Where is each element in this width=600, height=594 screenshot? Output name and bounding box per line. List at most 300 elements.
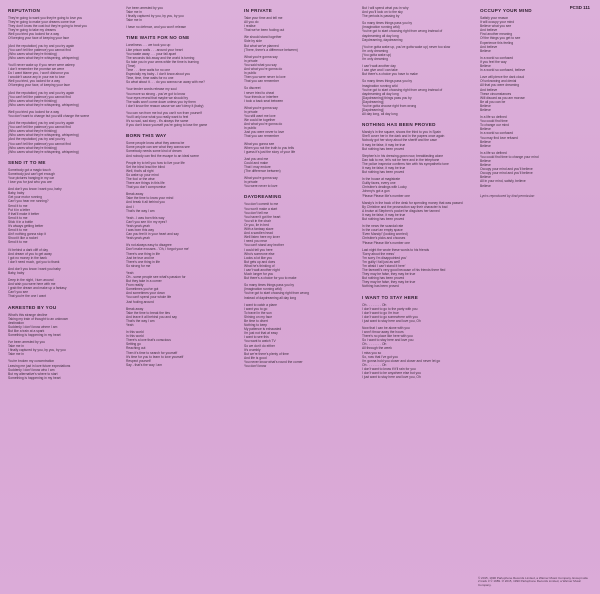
lyric-line: You waste away . . . your fall apart bbox=[126, 51, 177, 56]
lyric-line: There's one thing in life bbox=[126, 259, 160, 264]
lyric-line: You'll only lose what you really want to feel bbox=[126, 114, 189, 119]
lyric-line: Much longer for you bbox=[244, 272, 274, 277]
lyric-line: Just be true and be bbox=[126, 255, 155, 260]
song-title: SEND IT TO ME bbox=[8, 159, 46, 165]
song-block bbox=[362, 295, 474, 380]
lyric-line: Side by side bbox=[244, 39, 262, 44]
lyric-line: They're going to make your dreams come true bbox=[8, 20, 76, 25]
lyric-line: But there's a choice you have to make bbox=[362, 72, 418, 77]
lyric-line: Can't you see it in my eyes? bbox=[126, 219, 168, 224]
song-block bbox=[8, 8, 120, 154]
lyric-line: In a world so confused bbox=[480, 55, 513, 60]
lyric-line: 'I'm guilty I fail just as well' bbox=[362, 259, 401, 264]
lyric-line: That's the way I am bbox=[126, 208, 155, 213]
lyric-line: Now that I can be alone with you bbox=[362, 326, 410, 330]
lyric-line: And believe bbox=[480, 28, 498, 33]
lyric-line: Can't you see bbox=[8, 290, 29, 295]
lyric-line: What you're gonna say bbox=[244, 54, 278, 59]
lyric-lines bbox=[126, 43, 238, 127]
lyric-line: Say - that's the way I am bbox=[126, 362, 162, 367]
lyric-line: I don't want to know if it'll rain for you bbox=[362, 366, 416, 371]
lyric-line: In a world so confused, believe bbox=[480, 68, 526, 73]
song-title: I WANT TO STAY HERE bbox=[362, 294, 419, 300]
song-title: OCCUPY YOUR MIND bbox=[480, 8, 532, 13]
lyric-line: The seconds tick away and the world is turning bbox=[126, 55, 195, 60]
lyric-line: Reaching out bbox=[126, 346, 146, 351]
lyric-line: There's no place like here with you bbox=[362, 334, 413, 339]
lyric-line: Occupy your mind and you'll believe bbox=[480, 171, 533, 176]
lyric-line: Get your motor running bbox=[8, 195, 42, 200]
lyric-line: It may be false, it may be true bbox=[362, 212, 406, 217]
permission-note: Lyrics reproduced by kind permission bbox=[480, 193, 535, 198]
lyric-line: That you don't compromise bbox=[126, 185, 166, 190]
lyric-line: I was born this way bbox=[126, 228, 155, 233]
lyric-line: And life is good bbox=[244, 355, 267, 360]
song-title: DAYDREAMING bbox=[244, 194, 282, 200]
lyric-line: And sometimes your down bbox=[126, 291, 165, 296]
lyric-columns bbox=[8, 6, 592, 590]
lyric-line: We could be together bbox=[244, 118, 276, 123]
lyric-lines bbox=[8, 168, 120, 299]
lyric-line: I don't want to be anywhere else but you bbox=[362, 371, 421, 376]
lyric-line: Yeah-yeah-yeah bbox=[126, 223, 150, 228]
lyric-line: You're broken my concentration bbox=[8, 359, 55, 364]
lyric-line: What he's thinking of bbox=[244, 263, 275, 268]
lyric-line: Yeah - I was born this way bbox=[126, 215, 165, 220]
lyric-line: Last night the wrote these words to his friends bbox=[362, 247, 430, 252]
lyric-line: Stephen's in his dressing-gown now, breakfasting alone bbox=[362, 153, 444, 158]
lyric-line: Believe bbox=[480, 48, 491, 53]
lyric-line: And a swollen head bbox=[244, 231, 273, 236]
lyric-line: Find another meaning bbox=[480, 32, 513, 37]
lyric-line: I realise bbox=[244, 24, 256, 29]
lyric-line: Believe bbox=[480, 163, 491, 168]
lyric-line: So what about it . . . do you wanna run away with me? bbox=[126, 80, 205, 85]
lyric-line: [Daydreaming] bbox=[362, 108, 384, 113]
lyric-line: Of the things you get to see bbox=[480, 36, 521, 41]
lyric-line: Like prison walls . . . around your heart bbox=[126, 47, 183, 52]
lyric-line: I don't remember the promise we were bbox=[8, 67, 65, 72]
lyric-line: Well you tried you looked for a way bbox=[8, 109, 60, 114]
lyric-line: Of keeping your face of keeping your face bbox=[8, 36, 70, 41]
lyric-line: And believe bbox=[480, 44, 498, 49]
lyric-line: Your pictures hanging in my car bbox=[8, 176, 55, 180]
lyric-line: In private bbox=[244, 58, 258, 63]
song-block bbox=[126, 6, 238, 29]
lyric-line: Send it to me bbox=[8, 240, 28, 245]
lyric-line: So, now that I've got you bbox=[362, 354, 399, 359]
lyric-line: Just you were never to love bbox=[244, 130, 285, 135]
song-block bbox=[126, 133, 238, 367]
lyric-line: Take the time to break the ties bbox=[126, 310, 170, 315]
lyric-line: It's time for you to learn to love yourself bbox=[126, 354, 184, 359]
lyric-line: I've been arrested by you bbox=[126, 6, 163, 10]
lyric-line: It's always getting better bbox=[8, 224, 44, 229]
lyric-line: Shoot it like a rocket bbox=[8, 236, 38, 241]
lyric-line: Time . . . time waits for no one bbox=[126, 68, 171, 73]
lyric-line: destination bbox=[8, 320, 24, 325]
lyric-line: Well, that's all right bbox=[126, 168, 154, 173]
lyric-line: If that'll make it better bbox=[8, 211, 40, 216]
lyric-line: Some people can see what they wanna see bbox=[126, 145, 190, 150]
lyric-line: Time, time, time waits for no one bbox=[126, 76, 174, 81]
lyric-lines bbox=[8, 16, 120, 154]
lyric-line: Deep in the night, I turn around bbox=[8, 278, 54, 283]
lyric-line: And what you're gonna do bbox=[244, 67, 283, 72]
lyric-line: All you do bbox=[244, 20, 259, 25]
lyric-line: Then you were never to love bbox=[244, 75, 286, 80]
lyric-line: Can't you hear me running? bbox=[8, 199, 49, 204]
lyric-line: But my alternative's where to start bbox=[8, 371, 58, 376]
lyric-line: You can run from me but you can't run from yourself bbox=[126, 110, 202, 115]
song-title: TIME WAITS FOR NO ONE bbox=[126, 35, 190, 41]
lyric-line: Johnny's got a gun bbox=[362, 189, 390, 194]
catalog-number: PCSD 111 bbox=[569, 5, 590, 10]
song-block bbox=[8, 305, 120, 380]
lyric-line: Take me in bbox=[8, 344, 24, 349]
lyric-line: Setting go bbox=[126, 342, 141, 347]
lyric-line: Break away bbox=[126, 306, 144, 311]
lyric-line: (Who cares what they're whispering, whispering) bbox=[8, 55, 79, 60]
lyric-line: Especially my baby - I don't know about you bbox=[126, 72, 191, 77]
lyric-line: That you can remember bbox=[244, 134, 279, 139]
lyric-line: But we're there's plenty of time bbox=[244, 351, 289, 356]
lyric-line: Ain't nothing gonna stop it bbox=[8, 232, 46, 237]
lyric-line: You can't spend your whole life bbox=[126, 295, 172, 300]
lyric-line: You could find time bbox=[480, 119, 508, 124]
lyric-line: (You can't tell the patience) you cannot find bbox=[8, 125, 71, 130]
lyric-line: Nothing to keep bbox=[244, 323, 268, 328]
lyric-line: In this world bbox=[126, 334, 144, 339]
lyric-line: Believe bbox=[480, 107, 491, 112]
lyric-line: But nothing has been proved bbox=[362, 217, 405, 222]
lyric-line: Set the blind lead the blind bbox=[126, 164, 165, 169]
lyric-line: daydreaming all day long bbox=[362, 33, 399, 38]
lyric-line: Send it to me bbox=[8, 203, 28, 208]
lyric-line: I finally captured by you, by you, by you bbox=[8, 348, 66, 353]
lyric-line: I need you near bbox=[244, 239, 267, 244]
lyric-lines bbox=[362, 6, 474, 116]
lyric-line: In this world bbox=[126, 330, 144, 335]
lyric-line: They're going to take my dreams bbox=[8, 28, 56, 33]
lyric-line: You won't make a start bbox=[244, 206, 278, 211]
lyric-line: So I want to stay here and love you bbox=[362, 338, 414, 343]
lyric-line: You don't commit to me bbox=[244, 202, 279, 207]
lyric-line: You sit in the chair bbox=[244, 218, 271, 223]
lyric-lines bbox=[480, 16, 592, 188]
lyric-line: I can't wait another day bbox=[362, 64, 396, 69]
lyric-line: (Who cares what they're whispering, whispering) bbox=[8, 102, 79, 107]
lyric-line: Love will pierce the dark cloud bbox=[480, 75, 525, 80]
lyric-line: Daydreaming, daydreaming bbox=[362, 37, 403, 42]
lyric-line: Take the time to know your mind bbox=[126, 196, 174, 201]
lyric-line: (There, there's a difference between) bbox=[244, 47, 298, 52]
lyric-line: I don't want to go to the party with you bbox=[362, 306, 418, 311]
lyric-line: Nobody got her story about the sheriff and the case bbox=[362, 138, 437, 143]
lyric-line: So discreet bbox=[244, 86, 261, 91]
lyric-line: I'm gonna hold you closer and closer and never let go bbox=[362, 358, 441, 363]
lyric-lines bbox=[362, 130, 474, 288]
lyric-line: Dan talk to me, let's not be here and in the telephone bbox=[362, 157, 440, 162]
lyric-line: Believe bbox=[480, 103, 491, 108]
lyric-line: And wish you were here with me bbox=[8, 282, 56, 287]
lyric-line: Send it to me bbox=[8, 215, 28, 220]
lyric-line: I don't need much, got you to thank bbox=[8, 259, 60, 264]
lyric-line: To change our mind bbox=[480, 123, 509, 128]
lyric-line: I finally captured by you, by you, by you bbox=[126, 14, 184, 19]
lyric-line: You may find love refused bbox=[480, 135, 518, 140]
lyric-lines bbox=[8, 313, 120, 380]
lyric-line: The walls won't come down unless you try them bbox=[126, 99, 196, 104]
lyric-line: (The difference between) bbox=[244, 169, 281, 174]
lyric-line: I'm only dreaming bbox=[362, 48, 388, 53]
lyric-line: I want to catch a plane bbox=[244, 302, 277, 307]
lyric-line: I wouldn't cause any in your ear to love bbox=[8, 75, 65, 80]
lyric-line: (And the reputation) you try and you try again bbox=[8, 121, 75, 126]
lyric-line: I grab the dream and make up a fantasy bbox=[8, 286, 67, 291]
lyric-line: Be time to divert bbox=[244, 319, 268, 323]
lyric-line: Baby, baby bbox=[8, 270, 25, 275]
lyric-line: She'll cover her in the dark and in the papers once again bbox=[362, 134, 445, 139]
lyric-line: They may be false, they may be true bbox=[362, 272, 416, 277]
lyric-line: What you're gonna say bbox=[244, 176, 278, 181]
lyric-line: (Imagination running wild) bbox=[362, 25, 400, 30]
lyric-lines bbox=[126, 6, 238, 29]
lyric-line: Well you tried you looked for a way bbox=[8, 32, 60, 37]
lyric-line: There's a love that's conscious bbox=[126, 338, 171, 343]
lyric-line: That you can remember bbox=[244, 79, 279, 84]
lyric-line: People try to tell you how to live your life bbox=[126, 160, 185, 165]
lyric-line: So take you in your arms while the time is burning bbox=[126, 59, 199, 64]
lyric-line: So many times things pass you by bbox=[244, 283, 295, 288]
song-title: NOTHING HAS BEEN PROVED bbox=[362, 122, 436, 128]
lyric-line: It's crumbly bbox=[244, 347, 261, 352]
lyric-line: So many times things pass you by bbox=[362, 79, 413, 84]
lyric-line: I never tried to cheat bbox=[244, 90, 275, 95]
lyric-line: You don't know bbox=[244, 364, 267, 369]
lyric-line: I love you for just who you are bbox=[8, 180, 52, 185]
lyric-line: With a fantasy slave bbox=[244, 227, 274, 232]
lyric-line: Take me in bbox=[8, 352, 24, 357]
lyric-line: You've got to start choosing right from wrong instead of bbox=[362, 29, 443, 34]
lyric-line: That I may endure bbox=[244, 165, 271, 169]
lyric-line: Your tender words release my soul bbox=[126, 87, 177, 92]
lyric-line: I want to see this bbox=[244, 335, 269, 340]
lyric-line: Suddenly I don't know who I am bbox=[8, 367, 55, 372]
lyric-line: Put it in a letter bbox=[8, 207, 30, 212]
lyric-line: Satisfy your reason bbox=[480, 16, 509, 20]
lyric-line: (You can't tell the patience) you cannot find bbox=[8, 94, 71, 99]
lyric-line: Well listen here my lover bbox=[244, 235, 280, 240]
lyric-line: Your eyes reveal that maybe we should try bbox=[126, 95, 189, 100]
lyric-line: Christine's dealings with Lucky bbox=[362, 185, 407, 190]
lyric-line: The police inspector confirms him with his sympathetic tone bbox=[362, 161, 449, 166]
lyric-line: [Daydreaming] bbox=[362, 99, 384, 104]
song-block bbox=[480, 8, 592, 188]
lyric-line: Somebody needs some kind of dream bbox=[126, 149, 182, 154]
lyric-line: What you gonna see bbox=[244, 141, 275, 146]
lyric-line: Believe bbox=[480, 64, 491, 69]
lyric-line: So many times things pass you by bbox=[362, 21, 413, 26]
lyric-line: I just want to stay here and love you, Oh bbox=[362, 375, 421, 380]
lyric-line: Believe bbox=[480, 183, 491, 188]
lyric-line: daydreaming all day long bbox=[362, 91, 399, 96]
lyric-line: Who's someone else bbox=[244, 251, 275, 256]
lyric-lines bbox=[362, 303, 474, 380]
lyric-line: Experience this feeling bbox=[480, 40, 514, 45]
lyric-line: So strong for me bbox=[126, 263, 151, 268]
lyric-line: Take me in bbox=[126, 18, 142, 23]
lyric-line: Instead of daydreaming all day long bbox=[244, 295, 297, 300]
lyric-line: It's not always easy to disagree bbox=[126, 243, 172, 248]
lyric-line: Mandy's in the back of the desk for spending money that was passed bbox=[362, 200, 463, 205]
lyric-line: But there's a choice for you to make bbox=[244, 276, 297, 281]
lyric-line: To travel in the sun bbox=[244, 310, 272, 315]
lyric-line: I'd behind a dark cliff of day bbox=[8, 247, 48, 252]
lyric-line: I got no money in the bank bbox=[8, 255, 47, 260]
lyric-line: The periods is passing by bbox=[362, 14, 400, 19]
lyric-line: And dream of you to get away bbox=[8, 251, 52, 256]
lyric-line: You were never to love bbox=[244, 184, 278, 189]
lyric-column bbox=[126, 6, 238, 590]
lyric-line: Taking my train of thought to an unknown bbox=[8, 316, 69, 321]
lyric-line: Oh . . . . . . . . Oh bbox=[362, 362, 387, 367]
lyric-line: 'I'm sorry I'm disappointed you' bbox=[362, 255, 407, 260]
lyric-line: 'Sorry about the mess' bbox=[362, 251, 395, 256]
lyric-line: In public bbox=[244, 126, 257, 131]
lyric-line: I just want to stay here and love you, Oh bbox=[362, 318, 421, 323]
lyric-line: You don't want to change but you still change the scene bbox=[8, 113, 90, 118]
lyric-column bbox=[480, 6, 592, 590]
lyric-line: Imagination running wild bbox=[362, 83, 398, 88]
lyric-line: 'Even Mandy!' (looking worried) bbox=[362, 232, 408, 237]
lyric-line: You've got to start choosing right from wrong bbox=[244, 291, 310, 296]
lyric-line: Send it to me bbox=[8, 228, 28, 233]
lyric-line: Sometimes you've got bbox=[126, 287, 159, 292]
lyric-line: You don't tell me bbox=[244, 210, 269, 215]
lyric-line: Shining on my face bbox=[244, 314, 273, 319]
lyric-line: It's so sad, sad story - it's always the same bbox=[126, 119, 189, 124]
lyric-line: Do I want blame you, I won't dishonor you bbox=[8, 71, 70, 76]
lyric-line: Then it's time to search for yourself bbox=[126, 350, 178, 355]
lyric-line: Christine's picks and chooses bbox=[362, 236, 406, 241]
lyric-line: You've got to start choosing right from wrong instead of bbox=[362, 87, 443, 92]
lyric-line: Your friends or interfere bbox=[244, 94, 279, 99]
lyric-line: Occupy your mind and you'll believe bbox=[480, 167, 533, 172]
lyric-line: I can give and I can take bbox=[362, 68, 398, 73]
lyric-line: In private bbox=[244, 180, 258, 185]
lyric-line: There are things in this life bbox=[126, 181, 165, 186]
lyric-line: (You can't tell the patience) you cannot find bbox=[8, 141, 71, 146]
lyric-line: Oh - some people see what's passion for bbox=[126, 274, 186, 279]
lyric-line: I'm just not that at easy bbox=[244, 331, 278, 336]
lyric-line: Believe bbox=[480, 143, 491, 148]
lyric-line: And break it all behind you bbox=[126, 200, 165, 205]
lyric-line: (You can't tell the patience) you cannot find bbox=[8, 47, 71, 52]
lyric-line: (And the reputation) you try and you try again bbox=[8, 43, 75, 48]
lyric-column bbox=[244, 6, 356, 590]
lyric-lines bbox=[126, 141, 238, 367]
lyric-line: (Time) bbox=[126, 63, 136, 68]
lyric-line: But what we've planned bbox=[244, 43, 279, 48]
lyric-line: I don't know the reason cause we can't deny it (baby) bbox=[126, 103, 204, 108]
lyric-line: Somebody just can't get enough bbox=[8, 171, 56, 176]
lyric-line: You move so strong - you've got to know bbox=[126, 91, 186, 96]
lyric-line: What's this strange decline bbox=[8, 312, 48, 317]
lyric-line: Yeah-yeah-yeah bbox=[126, 236, 150, 241]
song-block bbox=[244, 194, 356, 368]
lyric-line: Oh . . . . . . . . Oh bbox=[362, 342, 387, 347]
lyric-line: The fool or the wise bbox=[126, 177, 155, 181]
lyric-line: It may be false, it may be true bbox=[362, 142, 406, 147]
lyric-line: You want to watch TV bbox=[244, 339, 276, 344]
lyric-line: But like a train at a spark bbox=[8, 328, 45, 333]
lyric-line: But they take in a corner bbox=[126, 279, 162, 284]
lyric-line: All in your mind, satisfy, believe bbox=[480, 179, 526, 184]
copyright-notice: © 2015, 1990 Parlophone Records Limited, a Warner Music Company. Except side 2 track 3 © 1989. ℗ 2015, 1990 Parlophone Records Limited, a Warner Music Company. bbox=[478, 575, 588, 588]
lyric-line: Leaving me just in love future expectations bbox=[8, 363, 71, 368]
lyric-line: You still want me love bbox=[244, 113, 276, 118]
lyric-line: I don't want to go somewhere with you bbox=[362, 314, 418, 319]
song-title: BORN THIS WAY bbox=[126, 133, 167, 139]
lyric-line: They don't know the cost but they're going to treat you bbox=[8, 24, 87, 29]
lyric-line: Nothing has been proved bbox=[362, 284, 399, 289]
lyric-line: Believe bbox=[480, 159, 491, 163]
lyric-line: In the house at magistrate bbox=[362, 177, 401, 182]
lyric-line: Just you and me bbox=[244, 156, 269, 161]
song-title: REPUTATION bbox=[8, 8, 41, 13]
lyric-line: And you'll look on to the sky bbox=[362, 10, 403, 15]
lyric-line: In the news the scandal rate bbox=[362, 224, 404, 229]
lyric-line: And believe bbox=[480, 87, 498, 92]
lyric-line: (Imagination running wild) bbox=[244, 287, 282, 292]
lyric-line: I took a back seat between bbox=[244, 98, 284, 103]
lyric-line: And nobody can find the escape to an ideal scene bbox=[126, 153, 199, 158]
lyric-line: Loneliness . . . we took you up bbox=[126, 43, 171, 48]
lyric-line: In the court an empty space bbox=[362, 228, 403, 233]
lyric-line: Don't make excuses - 'Oh, I forgot your me' bbox=[126, 247, 190, 252]
lyric-line: I've been arrested by you bbox=[8, 340, 45, 345]
lyric-line: Be all you can be bbox=[480, 99, 506, 104]
lyric-line: (Who cares what they're thinking) bbox=[8, 145, 57, 150]
lyric-line: You said what you say bbox=[244, 62, 277, 67]
lyric-line: Could and make bbox=[244, 160, 269, 165]
lyric-line: I won't throw away the hours bbox=[362, 330, 404, 335]
lyric-line: But nothing has been proved bbox=[362, 170, 405, 175]
lyric-line: Suddenly I don't know where I am bbox=[8, 324, 58, 329]
song-block bbox=[126, 35, 238, 127]
lyric-line: I guess it's just the story of your life bbox=[244, 149, 296, 154]
song-block bbox=[362, 6, 474, 116]
lyric-line: (And the reputation) you try and you try bbox=[8, 137, 66, 142]
lyric-line: Yeah bbox=[126, 323, 134, 327]
lyric-line: I don't want to go I'm true bbox=[362, 310, 399, 315]
lyric-line: That we've been fooling out bbox=[244, 28, 285, 33]
lyric-line: (Who cares what they're whispering, whispering) bbox=[8, 133, 79, 138]
lyric-line: Believe what you see bbox=[480, 24, 512, 29]
lyric-line: Take your time and tell me bbox=[244, 16, 283, 20]
lyric-line: Take me in bbox=[126, 10, 142, 15]
lyric-line: So wake up your mind bbox=[126, 172, 159, 177]
lyric-line: (Who cares what they're whispering, whispering) bbox=[8, 149, 79, 154]
lyric-line: (Who cares what they're thinking) bbox=[8, 98, 57, 103]
lyric-line: A bruise at Stephen's pocket he disguises her tanned bbox=[362, 208, 440, 213]
lyric-line: I can't wait another night bbox=[244, 267, 280, 272]
lyric-line: And don't you know I want you, baby bbox=[8, 187, 62, 192]
lyric-line: In a life so defined bbox=[480, 115, 507, 120]
lyric-line: From reality bbox=[126, 283, 144, 288]
lyric-line: You can't stand any brother bbox=[244, 243, 284, 248]
